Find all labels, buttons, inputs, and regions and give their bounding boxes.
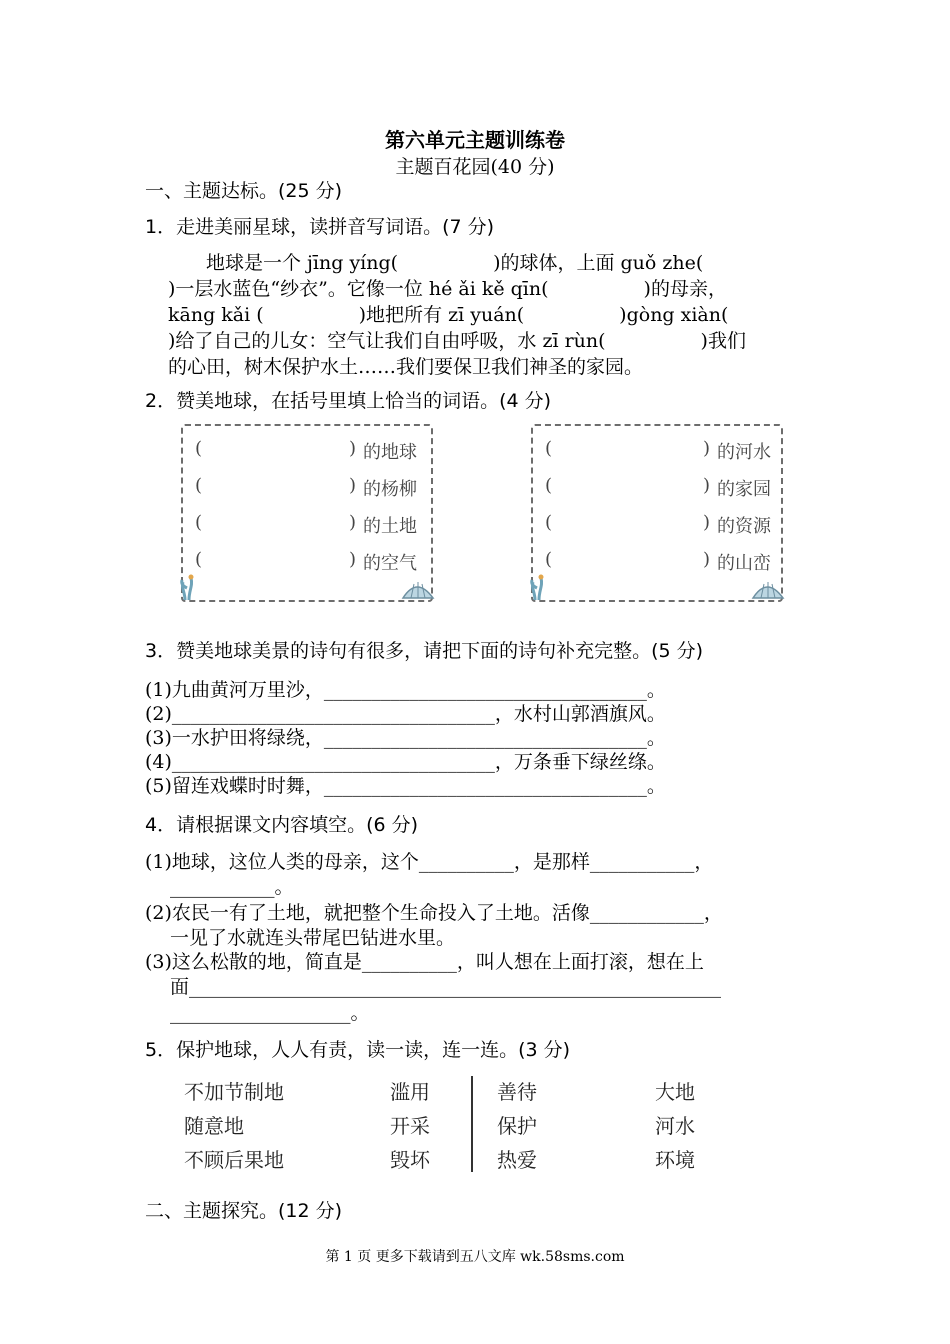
- match-item: 大地: [655, 1080, 695, 1104]
- section-2-heading: 二、主题探究。(12 分): [145, 1200, 343, 1222]
- poem-line: (1)九曲黄河万里沙，__________________________________。: [145, 679, 666, 701]
- match-item: 不顾后果地: [184, 1148, 284, 1172]
- question-1-prompt: 1．走进美丽星球，读拼音写词语。(7 分): [145, 216, 495, 238]
- match-item: 热爱: [497, 1148, 537, 1172]
- match-item: 毁坏: [390, 1148, 430, 1172]
- question-4-prompt: 4．请根据课文内容填空。(6 分): [145, 814, 419, 836]
- poem-line: (4)__________________________________，万条垂下绿丝绦。: [145, 751, 666, 773]
- passage-line: 地球是一个 jīng yíng( )的球体，上面 guǒ zhe(: [168, 252, 704, 274]
- match-item: 滥用: [390, 1080, 430, 1104]
- passage-line: 的心田，树木保护水土……我们要保卫我们神圣的家园。: [168, 356, 644, 378]
- page-subtitle: 主题百花园(40 分): [395, 156, 555, 178]
- poem-line: (5)留连戏蝶时时舞，__________________________________。: [145, 775, 666, 797]
- fill-line: (2)农民一有了土地，就把整个生命投入了土地。活像____________，: [145, 902, 723, 924]
- fill-line: 面________________________________________________________: [145, 976, 722, 998]
- match-item: 善待: [497, 1080, 537, 1104]
- poem-line: (2)__________________________________，水村山郭酒旗风。: [145, 703, 666, 725]
- fill-line: ___________________。: [145, 1002, 370, 1024]
- section-1-heading: 一、主题达标。(25 分): [145, 180, 343, 202]
- coral-decoration-icon: [529, 568, 559, 602]
- match-item: 随意地: [184, 1114, 244, 1138]
- question-2-prompt: 2．赞美地球，在括号里填上恰当的词语。(4 分): [145, 390, 552, 412]
- poem-line: (3)一水护田将绿绕，__________________________________。: [145, 727, 666, 749]
- fill-line: (3)这么松散的地，简直是__________，叫人想在上面打滚，想在上: [145, 951, 704, 973]
- match-item: 保护: [497, 1114, 537, 1138]
- word-box-right: ( ) 的河水 ( ) 的家园 ( ) 的资源 ( ) 的山峦: [531, 424, 783, 602]
- passage-line: kāng kǎi ( )地把所有 zī yuán( )gòng xiàn(: [168, 304, 729, 326]
- shell-decoration-icon: [401, 576, 435, 602]
- page-title: 第六单元主题训练卷: [385, 128, 565, 152]
- page-footer: 第 1 页 更多下载请到五八文库 wk.58sms.com: [325, 1249, 625, 1265]
- word-box-left: ( ) 的地球 ( ) 的杨柳 ( ) 的土地 ( ) 的空气: [181, 424, 433, 602]
- fill-line: 一见了水就连头带尾巴钻进水里。: [145, 927, 456, 949]
- coral-decoration-icon: [179, 568, 209, 602]
- passage-line: )一层水蓝色“纱衣”。它像一位 hé ǎi kě qīn( )的母亲，: [168, 278, 727, 300]
- fill-line: ___________。: [145, 876, 294, 898]
- question-3-prompt: 3．赞美地球美景的诗句有很多，请把下面的诗句补充完整。(5 分): [145, 640, 704, 662]
- match-item: 开采: [390, 1114, 430, 1138]
- match-item: 不加节制地: [184, 1080, 284, 1104]
- question-1-passage: [168, 250, 746, 380]
- shell-decoration-icon: [751, 576, 785, 602]
- match-item: 环境: [655, 1148, 695, 1172]
- question-5-prompt: 5．保护地球，人人有责，读一读，连一连。(3 分): [145, 1039, 571, 1061]
- divider: [471, 1076, 473, 1172]
- passage-line: )给了自己的儿女：空气让我们自由呼吸，水 zī rùn( )我们: [168, 330, 746, 352]
- match-item: 河水: [655, 1114, 695, 1138]
- fill-line: (1)地球，这位人类的母亲，这个__________，是那样___________，: [145, 851, 714, 873]
